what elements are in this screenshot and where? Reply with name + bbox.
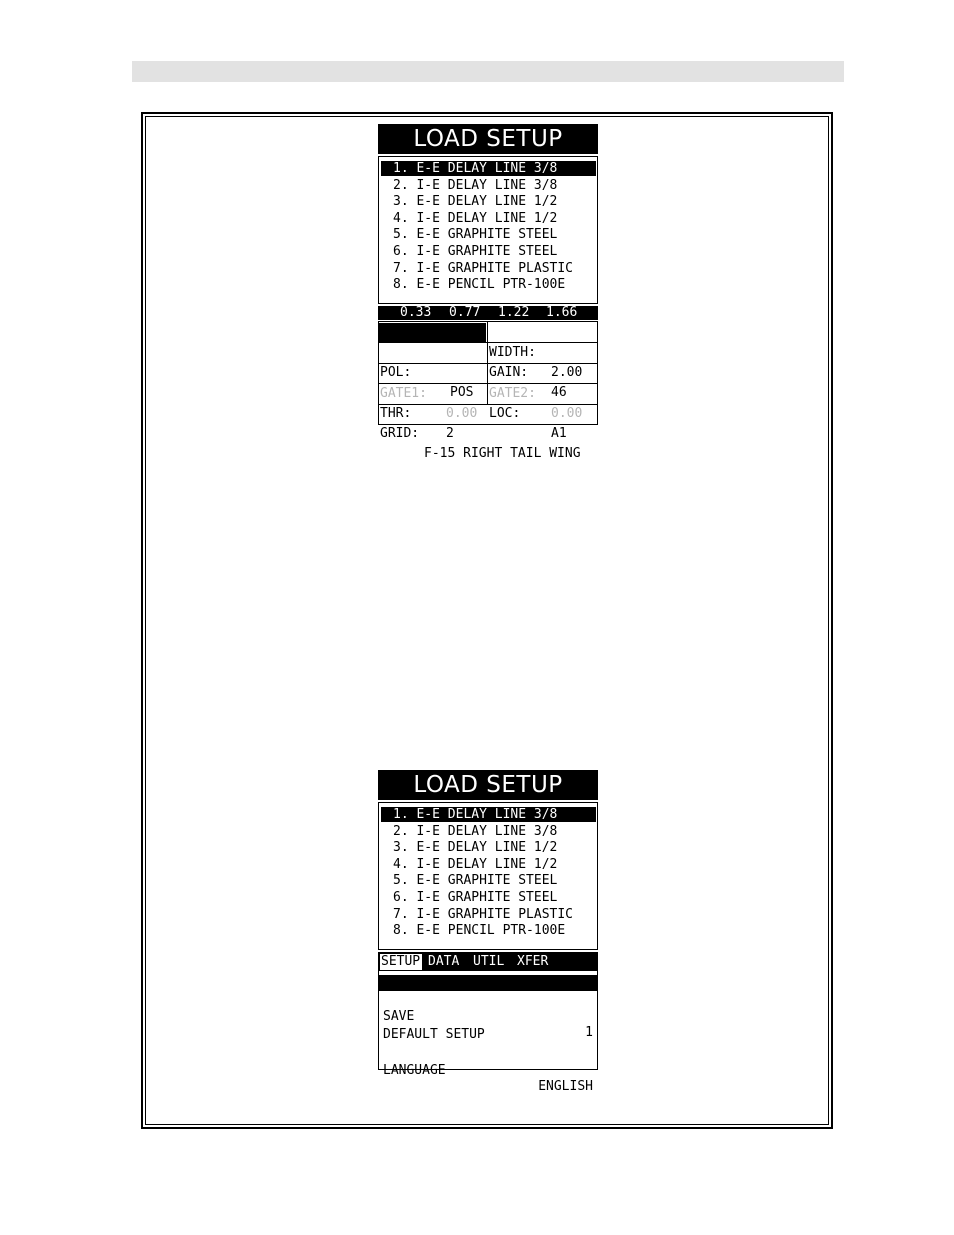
load-setup-screen-menu	[378, 770, 598, 1094]
grid-divider	[379, 383, 597, 384]
page-header-band	[132, 61, 844, 82]
depth-scale-bar	[378, 306, 598, 320]
grid-divider	[379, 363, 597, 364]
setup-list-item[interactable]: 2. I-E DELAY LINE 3/8	[393, 824, 558, 839]
setup-menu	[378, 952, 598, 1094]
location-param[interactable]: LOC: A1	[489, 406, 567, 441]
grid-divider	[487, 322, 488, 404]
scale-value: 1.22	[498, 305, 530, 320]
tab-util[interactable]: UTIL	[473, 954, 505, 969]
setup-list-item[interactable]: 1. E-E DELAY LINE 3/8	[381, 161, 596, 176]
setup-list-item[interactable]: 7. I-E GRAPHITE PLASTIC	[393, 907, 574, 922]
delay-param[interactable]: DELAY: 0.00	[379, 323, 486, 343]
threshold-param[interactable]: THR: 2	[380, 406, 454, 441]
menu-item-open[interactable]: OPEN	[379, 975, 597, 991]
setup-list-item[interactable]: 5. E-E GRAPHITE STEEL	[393, 873, 558, 888]
screen-title: LOAD SETUP	[378, 124, 598, 154]
scale-value: 0.33	[400, 305, 432, 320]
menu-item-language[interactable]: LANGUAGE ENGLISH	[383, 1063, 593, 1094]
menu-tabs	[379, 953, 597, 971]
width-param[interactable]: WIDTH: 2.00	[489, 345, 583, 380]
tab-data[interactable]: DATA	[428, 954, 460, 969]
gate2-param: GATE2: 0.00	[489, 386, 583, 421]
setup-list-item[interactable]: 8. E-E PENCIL PTR-100E	[393, 277, 566, 292]
setup-list-item[interactable]: 4. I-E DELAY LINE 1/2	[393, 211, 558, 226]
setup-list-item[interactable]: 7. I-E GRAPHITE PLASTIC	[393, 261, 574, 276]
grid-param[interactable]: GRID: F-15 RIGHT TAIL WING	[380, 426, 581, 461]
setup-list-item[interactable]: 8. E-E PENCIL PTR-100E	[393, 923, 566, 938]
tab-xfer[interactable]: XFER	[517, 954, 549, 969]
polarity-param[interactable]: POL: POS	[380, 365, 474, 400]
scale-value: 1.66	[546, 305, 578, 320]
screen-title: LOAD SETUP	[378, 770, 598, 800]
setup-list-item[interactable]: 5. E-E GRAPHITE STEEL	[393, 227, 558, 242]
setup-list	[378, 802, 598, 950]
setup-list-item[interactable]: 1. E-E DELAY LINE 3/8	[381, 807, 596, 822]
setup-list	[378, 156, 598, 304]
gate1-param: GATE1: 0.00	[380, 386, 478, 421]
scale-value: 0.77	[449, 305, 481, 320]
setup-list-item[interactable]: 6. I-E GRAPHITE STEEL	[393, 890, 558, 905]
setup-list-item[interactable]: 4. I-E DELAY LINE 1/2	[393, 857, 558, 872]
setup-list-item[interactable]: 6. I-E GRAPHITE STEEL	[393, 244, 558, 259]
gain-param[interactable]: GAIN: 46	[489, 365, 567, 400]
tab-setup[interactable]: SETUP	[379, 953, 423, 971]
parameter-grid	[378, 321, 598, 461]
menu-item-save[interactable]: SAVE 1	[383, 1009, 593, 1040]
setup-list-item[interactable]: 3. E-E DELAY LINE 1/2	[393, 194, 558, 209]
menu-item-default-setup[interactable]: DEFAULT SETUP	[383, 1027, 485, 1042]
load-setup-screen-params	[378, 124, 598, 461]
grid-divider	[379, 342, 597, 343]
setup-list-item[interactable]: 2. I-E DELAY LINE 3/8	[393, 178, 558, 193]
grid-divider	[379, 404, 597, 405]
setup-list-item[interactable]: 3. E-E DELAY LINE 1/2	[393, 840, 558, 855]
